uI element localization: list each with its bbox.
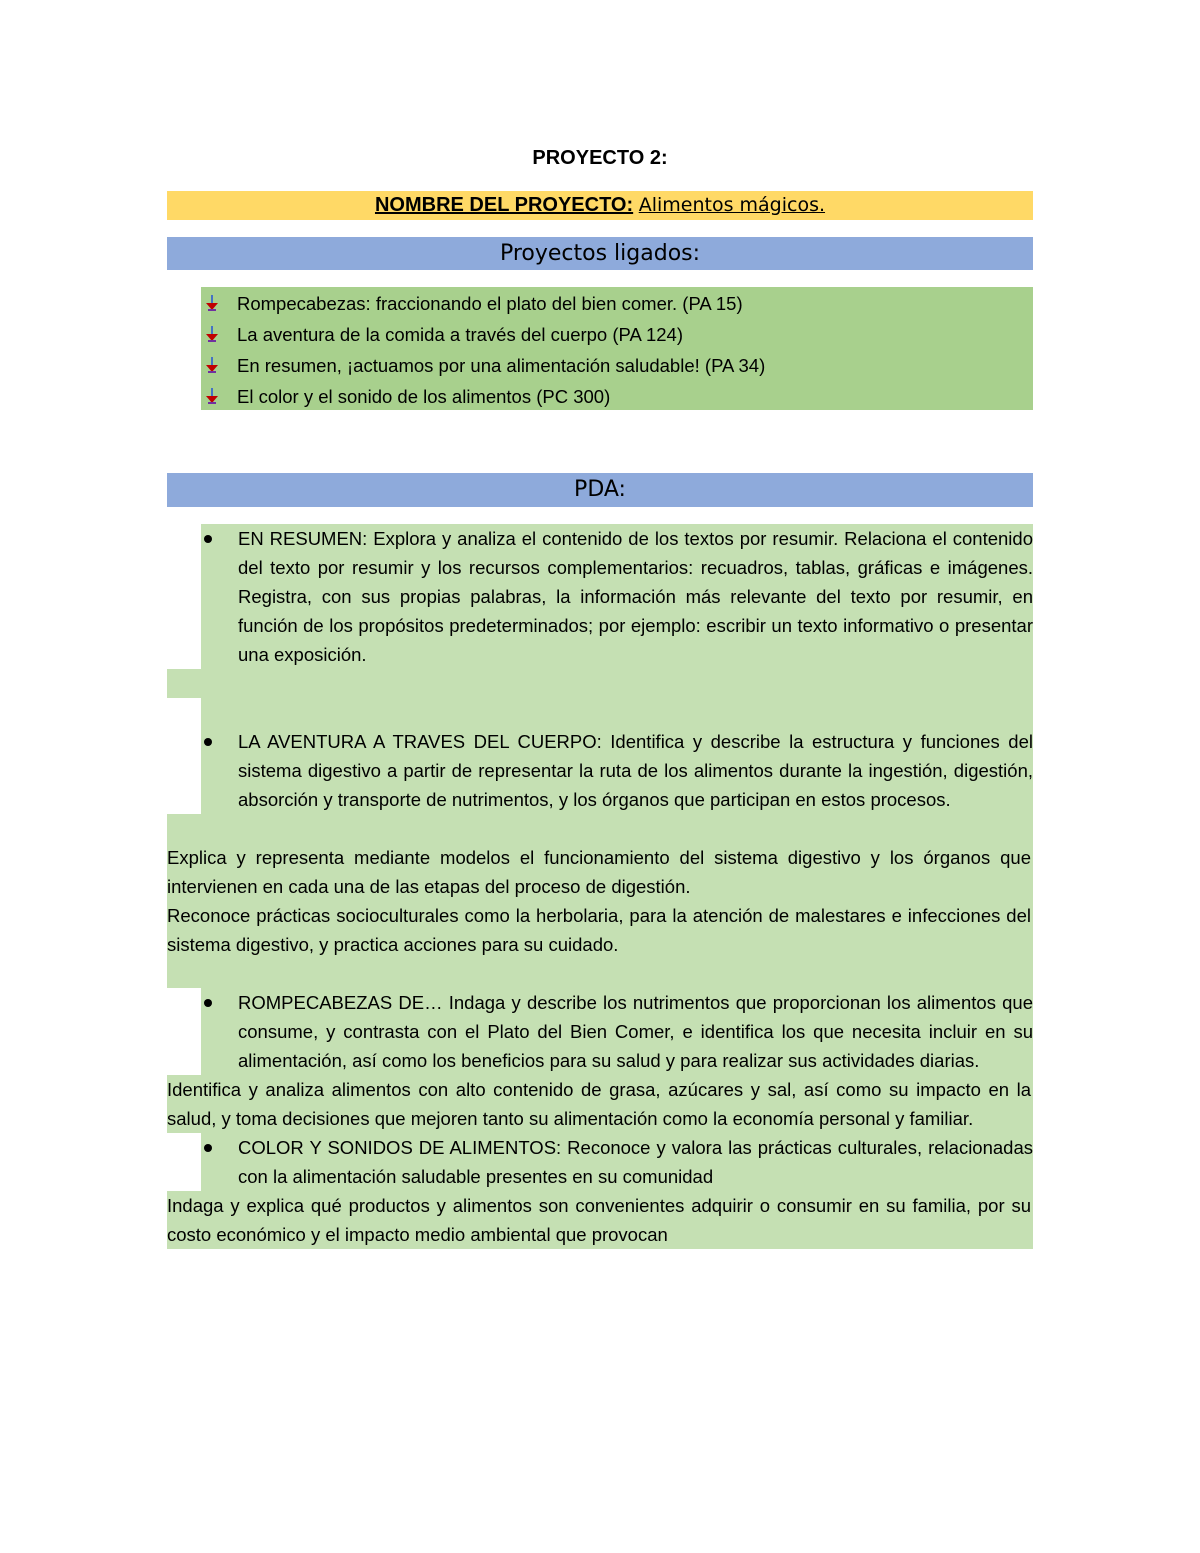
list-item [201, 381, 1033, 412]
arrow-down-icon [206, 357, 218, 373]
pda-text: COLOR Y SONIDOS DE ALIMENTOS: Reconoce y valora las prácticas culturales, relacionadas con la alimentación saludable presentes en su comunidad [238, 1137, 1033, 1187]
bullet-icon [204, 738, 212, 746]
pda-content [167, 524, 1033, 1249]
linked-projects-heading: Proyectos ligados: [167, 237, 1033, 270]
pda-text: LA AVENTURA A TRAVES DEL CUERPO: Identifica y describe la estructura y funciones del sistema digestivo a partir de representar la ruta de los alimentos durante la ingestión, digestión, absorción y transporte de nutrimentos, y los órganos que participan en estos procesos. [238, 731, 1033, 810]
arrow-down-icon [206, 326, 218, 342]
linked-item-text: Rompecabezas: fraccionando el plato del bien comer. (PA 15) [237, 293, 743, 314]
pda-text: Identifica y analiza alimentos con alto contenido de grasa, azúcares y sal, así como su impacto en la salud, y toma decisiones que mejoren tanto su alimentación como la economía personal y familiar. [167, 1079, 1031, 1129]
bullet-icon [204, 535, 212, 543]
pda-paragraph [167, 1075, 1033, 1133]
project-name-value: Alimentos mágicos. [638, 194, 826, 216]
pda-heading: PDA: [167, 473, 1033, 507]
arrow-down-icon [206, 295, 218, 311]
pda-bullet-aventura [167, 727, 1033, 814]
linked-item-text: El color y el sonido de los alimentos (PC 300) [237, 386, 611, 407]
pda-text: EN RESUMEN: Explora y analiza el contenido de los textos por resumir. Relaciona el contenido del texto por resumir y los recursos complementarios: recuadros, tablas, gráficas e imágenes. Registra, con sus propias palabras, la información más relevante del texto por resumir, en función de los propósitos predeterminados; por ejemplo: escribir un texto informativo o presentar una exposición. [238, 528, 1033, 665]
pda-bullet-rompecabezas [167, 988, 1033, 1075]
pda-bullet-resumen [167, 524, 1033, 669]
linked-item-text: En resumen, ¡actuamos por una alimentación saludable! (PA 34) [237, 355, 766, 376]
project-name-label: NOMBRE DEL PROYECTO: [374, 194, 634, 216]
pda-bullet-color [167, 1133, 1033, 1191]
linked-item-text: La aventura de la comida a través del cuerpo (PA 124) [237, 324, 683, 345]
pda-paragraph [167, 1191, 1033, 1249]
pda-text: ROMPECABEZAS DE… Indaga y describe los nutrimentos que proporcionan los alimentos que consume, y contrasta con el Plato del Bien Comer, e identifica los que necesita incluir en su alimentación, así como los beneficios para su salud y para realizar sus actividades diarias. [238, 992, 1033, 1071]
bullet-icon [204, 999, 212, 1007]
arrow-down-icon [206, 388, 218, 404]
page-title: PROYECTO 2: [532, 147, 668, 169]
pda-text: Indaga y explica qué productos y alimentos son convenientes adquirir o consumir en su familia, por su costo económico y el impacto medio ambiental que provocan [167, 1195, 1031, 1245]
pda-text: Reconoce prácticas socioculturales como la herbolaria, para la atención de malestares e infecciones del sistema digestivo, y practica acciones para su cuidado. [167, 905, 1031, 955]
list-item [201, 350, 1033, 381]
linked-projects-list [201, 287, 1033, 410]
list-item [201, 319, 1033, 350]
bullet-icon [204, 1144, 212, 1152]
project-name-band [167, 191, 1033, 220]
pda-paragraph [167, 901, 1033, 959]
list-item [201, 288, 1033, 319]
pda-paragraph [167, 843, 1033, 901]
pda-text: Explica y representa mediante modelos el funcionamiento del sistema digestivo y los órganos que intervienen en cada una de las etapas del proceso de digestión. [167, 847, 1031, 897]
